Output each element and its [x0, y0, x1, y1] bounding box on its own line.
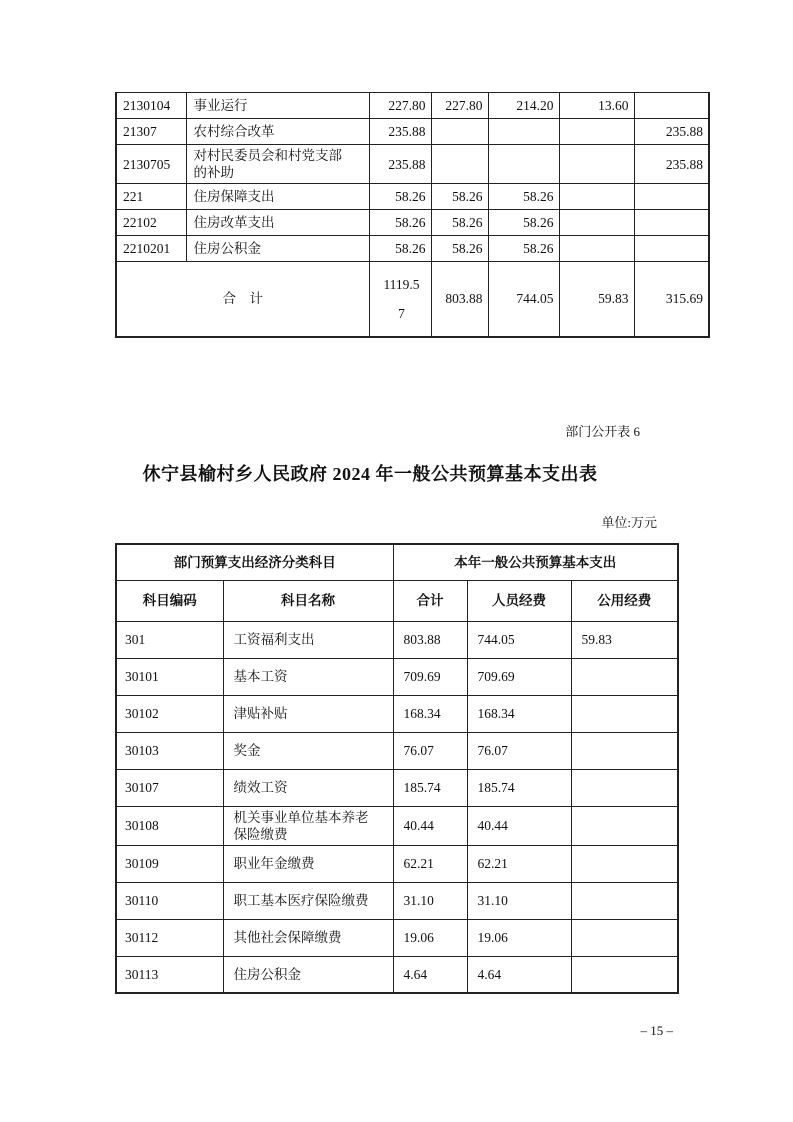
- table-row: [116, 93, 709, 119]
- personnel-cell: 185.74: [467, 769, 571, 806]
- public-cell: 59.83: [571, 621, 678, 658]
- subject-code-cell: 21307: [116, 119, 186, 145]
- subject-name-cell: 住房公积金: [223, 956, 393, 993]
- amount-cell: [559, 145, 634, 184]
- table-row: [116, 845, 678, 882]
- public-cell: [571, 845, 678, 882]
- amount-cell: [634, 93, 709, 119]
- subject-code-cell: 30107: [116, 769, 223, 806]
- subject-name-cell: 住房保障支出: [186, 184, 369, 210]
- basic-expenditure-table: [115, 543, 679, 994]
- table-row: [116, 621, 678, 658]
- amount-cell: [559, 210, 634, 236]
- amount-cell: [634, 236, 709, 262]
- functional-budget-table-continued: [115, 92, 710, 338]
- total-cell: 168.34: [393, 695, 467, 732]
- personnel-cell: 168.34: [467, 695, 571, 732]
- amount-cell: 58.26: [369, 184, 431, 210]
- total-cell: 76.07: [393, 732, 467, 769]
- subject-name-cell: 奖金: [223, 732, 393, 769]
- amount-cell: 58.26: [488, 236, 559, 262]
- subject-code-cell: 2130104: [116, 93, 186, 119]
- subject-code-cell: 30101: [116, 658, 223, 695]
- subject-name-cell: 农村综合改革: [186, 119, 369, 145]
- page-number: – 15 –: [640, 1023, 673, 1038]
- total-amount-cell: 315.69: [634, 262, 709, 337]
- expenditure-table: [115, 543, 679, 994]
- table-row: [116, 919, 678, 956]
- amount-cell: 58.26: [488, 210, 559, 236]
- amount-cell: 58.26: [431, 210, 488, 236]
- total-cell: 185.74: [393, 769, 467, 806]
- total-amount-wrapped: 1119.57: [383, 276, 420, 321]
- public-cell: [571, 658, 678, 695]
- table-row: [116, 184, 709, 210]
- table-row: [116, 658, 678, 695]
- subject-code-cell: 22102: [116, 210, 186, 236]
- amount-cell: 58.26: [369, 210, 431, 236]
- personnel-cell: 19.06: [467, 919, 571, 956]
- amount-cell: [634, 184, 709, 210]
- amount-cell: [488, 145, 559, 184]
- public-cell: [571, 732, 678, 769]
- amount-cell: [431, 119, 488, 145]
- subject-name-cell: 住房改革支出: [186, 210, 369, 236]
- table-row: [116, 236, 709, 262]
- total-cell: 4.64: [393, 956, 467, 993]
- subject-name-cell: 工资福利支出: [223, 621, 393, 658]
- public-cell: [571, 919, 678, 956]
- subject-name-cell: 职业年金缴费: [223, 845, 393, 882]
- subject-name-cell: 住房公积金: [186, 236, 369, 262]
- personnel-cell: 744.05: [467, 621, 571, 658]
- unit-label: 单位:万元: [601, 515, 657, 530]
- public-cell: [571, 769, 678, 806]
- amount-cell: 235.88: [369, 119, 431, 145]
- table-row: [116, 956, 678, 993]
- amount-cell: [488, 119, 559, 145]
- personnel-cell: 31.10: [467, 882, 571, 919]
- subject-name-cell: 机关事业单位基本养老保险缴费: [223, 806, 393, 845]
- subject-code-cell: 30109: [116, 845, 223, 882]
- personnel-cell: 76.07: [467, 732, 571, 769]
- personnel-cell: 40.44: [467, 806, 571, 845]
- total-cell: 709.69: [393, 658, 467, 695]
- table-row: [116, 210, 709, 236]
- total-amount-cell: 744.05: [488, 262, 559, 337]
- total-row: [116, 262, 709, 337]
- column-header-public: 公用经费: [571, 580, 678, 621]
- subject-name-cell: 津贴补贴: [223, 695, 393, 732]
- column-header-name: 科目名称: [223, 580, 393, 621]
- public-cell: [571, 882, 678, 919]
- amount-cell: 58.26: [431, 236, 488, 262]
- personnel-cell: 4.64: [467, 956, 571, 993]
- column-header-code: 科目编码: [116, 580, 223, 621]
- amount-cell: 235.88: [369, 145, 431, 184]
- subject-code-cell: 221: [116, 184, 186, 210]
- subject-code-cell: 30113: [116, 956, 223, 993]
- table-row: [116, 119, 709, 145]
- total-cell: 40.44: [393, 806, 467, 845]
- amount-cell: 58.26: [488, 184, 559, 210]
- personnel-cell: 62.21: [467, 845, 571, 882]
- table-row: [116, 769, 678, 806]
- budget-table: [115, 92, 710, 338]
- amount-cell: 214.20: [488, 93, 559, 119]
- subject-code-cell: 30102: [116, 695, 223, 732]
- table-row: [116, 145, 709, 184]
- table-row: [116, 882, 678, 919]
- public-cell: [571, 806, 678, 845]
- header-group-right-cell: 本年一般公共预算基本支出: [393, 544, 678, 580]
- subject-code-cell: 30108: [116, 806, 223, 845]
- amount-cell: [559, 236, 634, 262]
- total-cell: 803.88: [393, 621, 467, 658]
- amount-cell: [634, 210, 709, 236]
- column-header-personnel: 人员经费: [467, 580, 571, 621]
- subject-name-cell: 职工基本医疗保险缴费: [223, 882, 393, 919]
- table-note: 部门公开表 6: [565, 424, 640, 439]
- subject-code-cell: 30103: [116, 732, 223, 769]
- total-cell: 31.10: [393, 882, 467, 919]
- subject-name-cell: 对村民委员会和村党支部的补助: [186, 145, 369, 184]
- amount-cell: [559, 184, 634, 210]
- total-amount-cell: 59.83: [559, 262, 634, 337]
- amount-cell: 235.88: [634, 119, 709, 145]
- subject-code-cell: 2210201: [116, 236, 186, 262]
- public-cell: [571, 695, 678, 732]
- amount-cell: [559, 119, 634, 145]
- subject-name-cell: 事业运行: [186, 93, 369, 119]
- amount-cell: 227.80: [431, 93, 488, 119]
- total-amount-cell: [369, 262, 431, 337]
- amount-cell: 13.60: [559, 93, 634, 119]
- subject-name-cell: 绩效工资: [223, 769, 393, 806]
- amount-cell: 227.80: [369, 93, 431, 119]
- subject-code-cell: 30112: [116, 919, 223, 956]
- amount-cell: [431, 145, 488, 184]
- subject-name-cell: 其他社会保障缴费: [223, 919, 393, 956]
- column-header-row: [116, 580, 678, 621]
- total-label-cell: 合 计: [116, 262, 369, 337]
- table-row: [116, 695, 678, 732]
- total-amount-cell: 803.88: [431, 262, 488, 337]
- table-row: [116, 732, 678, 769]
- subject-code-cell: 301: [116, 621, 223, 658]
- personnel-cell: 709.69: [467, 658, 571, 695]
- table-row: [116, 806, 678, 845]
- page-title: 休宁县榆村乡人民政府 2024 年一般公共预算基本支出表: [142, 464, 598, 484]
- column-header-total: 合计: [393, 580, 467, 621]
- amount-cell: 235.88: [634, 145, 709, 184]
- amount-cell: 58.26: [431, 184, 488, 210]
- header-group-left-cell: 部门预算支出经济分类科目: [116, 544, 393, 580]
- total-cell: 19.06: [393, 919, 467, 956]
- subject-name-cell: 基本工资: [223, 658, 393, 695]
- total-cell: 62.21: [393, 845, 467, 882]
- subject-code-cell: 30110: [116, 882, 223, 919]
- amount-cell: 58.26: [369, 236, 431, 262]
- header-group-row: [116, 544, 678, 580]
- public-cell: [571, 956, 678, 993]
- subject-code-cell: 2130705: [116, 145, 186, 184]
